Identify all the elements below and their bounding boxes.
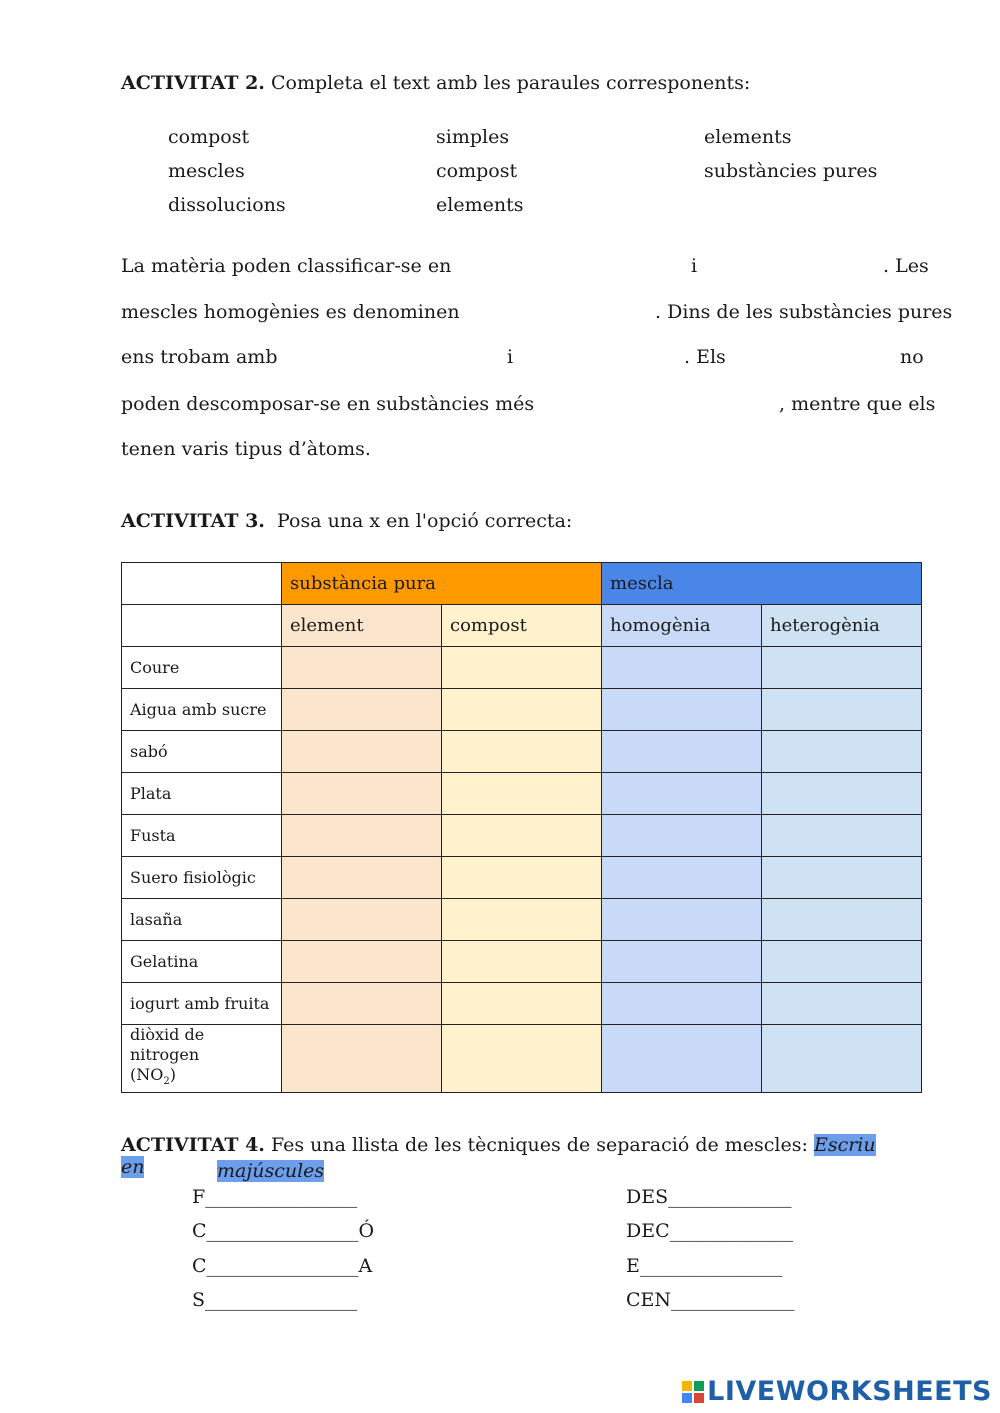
activity3-label: ACTIVITAT 3. (121, 510, 265, 532)
activity4-instruction: Fes una llista de les tècniques de separació de mescles: (270, 1134, 808, 1156)
text-fragment: . Els (684, 346, 726, 368)
activity2-instruction: Completa el text amb les paraules corresponents: (270, 72, 751, 94)
answer-cell[interactable] (442, 689, 602, 731)
table-row (122, 899, 922, 941)
answer-cell[interactable] (762, 731, 922, 773)
row-label: lasaña (122, 899, 282, 941)
text-fragment: . Dins de les substàncies pures (655, 301, 953, 323)
answer-cell[interactable] (442, 983, 602, 1025)
answer-cell[interactable] (602, 941, 762, 983)
row-label: Fusta (122, 815, 282, 857)
word-bank-item: simples (436, 126, 510, 148)
list-item[interactable]: E_______________ (626, 1255, 783, 1277)
table-row (122, 647, 922, 689)
row-label: Coure (122, 647, 282, 689)
word-bank-item: elements (704, 126, 792, 148)
table-row (122, 983, 922, 1025)
list-item[interactable]: S________________ (192, 1289, 358, 1311)
highlighted-note: Escriu en (121, 1134, 876, 1178)
answer-cell[interactable] (602, 815, 762, 857)
answer-cell[interactable] (282, 731, 442, 773)
header-empty-cell (122, 563, 282, 605)
row-label-formula: (NO (130, 1065, 164, 1084)
row-label (122, 1025, 282, 1093)
answer-cell[interactable] (442, 815, 602, 857)
table-row (122, 857, 922, 899)
text-fragment: tenen varis tipus d’àtoms. (121, 438, 371, 460)
activity4-label: ACTIVITAT 4. (121, 1134, 265, 1156)
answer-cell[interactable] (282, 1025, 442, 1093)
answer-cell[interactable] (762, 899, 922, 941)
classification-table (121, 562, 922, 1093)
answer-cell[interactable] (442, 941, 602, 983)
answer-cell[interactable] (282, 773, 442, 815)
text-fragment: ens trobam amb (121, 346, 278, 368)
answer-cell[interactable] (282, 647, 442, 689)
answer-cell[interactable] (762, 647, 922, 689)
answer-cell[interactable] (602, 983, 762, 1025)
blank-input-1[interactable] (440, 254, 680, 280)
answer-cell[interactable] (762, 815, 922, 857)
text-fragment: no (900, 346, 924, 368)
row-label: iogurt amb fruita (122, 983, 282, 1025)
row-label: Aigua amb sucre (122, 689, 282, 731)
activity4-title-cont (217, 1160, 324, 1182)
row-label: Gelatina (122, 941, 282, 983)
answer-cell[interactable] (602, 647, 762, 689)
table-row (122, 1025, 922, 1093)
blank-input-5[interactable] (524, 345, 676, 371)
table-row (122, 731, 922, 773)
logo-icon (682, 1381, 704, 1403)
table-row (122, 941, 922, 983)
text-fragment: , mentre que els (779, 393, 936, 415)
activity2-label: ACTIVITAT 2. (121, 72, 265, 94)
list-item[interactable]: DES_____________ (626, 1186, 792, 1208)
word-bank-item: dissolucions (168, 194, 286, 216)
list-item[interactable]: F________________ (192, 1186, 358, 1208)
list-item[interactable]: CEN_____________ (626, 1289, 795, 1311)
activity3-title (121, 510, 572, 532)
blank-input-4[interactable] (276, 345, 501, 371)
answer-cell[interactable] (282, 983, 442, 1025)
answer-cell[interactable] (282, 815, 442, 857)
answer-cell[interactable] (442, 1025, 602, 1093)
text-fragment: i (507, 346, 514, 368)
blank-input-2[interactable] (708, 254, 878, 280)
word-bank-item: elements (436, 194, 524, 216)
word-bank-item: substàncies pures (704, 160, 878, 182)
highlighted-note-2: majúscules (217, 1160, 325, 1182)
table-row (122, 773, 922, 815)
row-label-close: ) (169, 1065, 176, 1084)
text-fragment: . Les (883, 255, 929, 277)
row-label-subscript: 2 (163, 1076, 170, 1088)
answer-cell[interactable] (602, 1025, 762, 1093)
answer-cell[interactable] (602, 899, 762, 941)
answer-cell[interactable] (442, 647, 602, 689)
word-bank-item: mescles (168, 160, 245, 182)
header-mixture: mescla (602, 563, 922, 605)
answer-cell[interactable] (602, 773, 762, 815)
word-bank-item: compost (168, 126, 250, 148)
blank-input-7[interactable] (518, 392, 773, 418)
liveworksheets-logo (682, 1376, 992, 1407)
word-bank-item: compost (436, 160, 518, 182)
header-element: element (282, 605, 442, 647)
row-label: sabó (122, 731, 282, 773)
answer-cell[interactable] (602, 857, 762, 899)
answer-cell[interactable] (442, 857, 602, 899)
list-item[interactable]: DEC_____________ (626, 1220, 794, 1242)
header-pure-substance: substància pura (282, 563, 602, 605)
text-fragment: La matèria poden classificar-se en (121, 255, 452, 277)
list-item[interactable]: C________________A (192, 1255, 373, 1277)
activity2-title (121, 72, 750, 94)
row-label: Suero fisiològic (122, 857, 282, 899)
header-empty-cell (122, 605, 282, 647)
answer-cell[interactable] (602, 689, 762, 731)
header-homogeneous: homogènia (602, 605, 762, 647)
answer-cell[interactable] (762, 1025, 922, 1093)
list-item[interactable]: C________________Ó (192, 1220, 375, 1242)
blank-input-3[interactable] (443, 300, 648, 326)
header-heterogeneous: heterogènia (762, 605, 922, 647)
answer-cell[interactable] (762, 983, 922, 1025)
answer-cell[interactable] (442, 899, 602, 941)
answer-cell[interactable] (282, 899, 442, 941)
answer-cell[interactable] (602, 731, 762, 773)
text-fragment: poden descomposar-se en substàncies més (121, 393, 535, 415)
answer-cell[interactable] (442, 773, 602, 815)
blank-input-6[interactable] (732, 345, 892, 371)
answer-cell[interactable] (282, 941, 442, 983)
row-label-main: diòxid de nitrogen (130, 1025, 205, 1064)
activity3-instruction: Posa una x en l'opció correcta: (277, 510, 573, 532)
answer-cell[interactable] (442, 731, 602, 773)
header-compound: compost (442, 605, 602, 647)
answer-cell[interactable] (762, 941, 922, 983)
row-label: Plata (122, 773, 282, 815)
table-row (122, 815, 922, 857)
answer-cell[interactable] (762, 773, 922, 815)
answer-cell[interactable] (282, 857, 442, 899)
answer-cell[interactable] (762, 689, 922, 731)
answer-cell[interactable] (282, 689, 442, 731)
text-fragment: i (691, 255, 698, 277)
text-fragment: mescles homogènies es denominen (121, 301, 460, 323)
table-row (122, 689, 922, 731)
answer-cell[interactable] (762, 857, 922, 899)
logo-text: LIVEWORKSHEETS (707, 1376, 992, 1407)
